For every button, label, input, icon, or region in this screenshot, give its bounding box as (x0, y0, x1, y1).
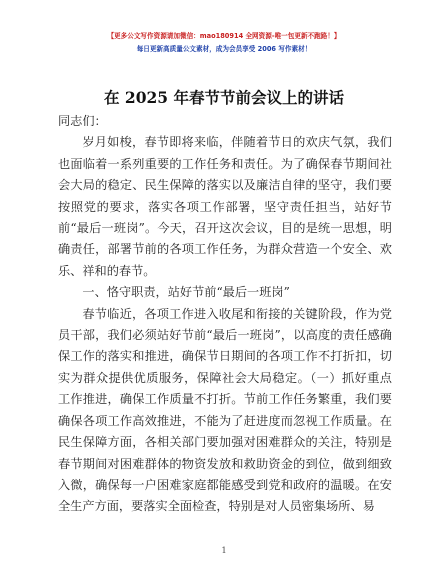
document-title: 在 2025 年春节节前会议上的讲话 (104, 88, 344, 107)
promo-banner-line-1: 【更多公文写作资源请加微信：mao180914 全网资源-唯一包更新不跑路！】 (107, 32, 341, 40)
salutation: 同志们： (58, 114, 107, 128)
document-body (58, 111, 392, 518)
paragraph: 春节临近，各项工作进入收尾和衔接的关键阶段，作为党员干部，我们必须站好节前“最后一班岗”，以高度的责任感确保工作的落实和推进，确保节日期间的各项工作不打折扣，切实为群众提供优质服务，保障社会大局稳定。（一）抓好重点工作推进，确保工作质量不打折。节前工作任务繁重，我们要确保各项工作高效推进，不能为了赶进度而忽视工作质量。在民生保障方面，各相关部门要加强对困难群众的关注，特别是春节期间对困难群体的物资发放和救助资金的到位，做到细致入微，确保每一户困难家庭都能感受到党和政府的温暖。在安全生产方面，要落实全面检查，特别是对人员密集场所、易 (58, 306, 392, 514)
section-heading: 一、恪守职责，站好节前“最后一班岗” (82, 285, 290, 300)
paragraph: 岁月如梭，春节即将来临，伴随着节日的欢庆气氛，我们也面临着一系列重要的工作任务和责任。为了确保春节期间社会大局的稳定、民生保障的落实以及廉洁自律的坚守，我们要按照党的要求，落实各项工作部署，坚守责任担当，站好节前“最后一班岗”。今天，召开这次会议，目的是统一思想，明确责任，部署节前的各项工作任务，为群众营造一个安全、欢乐、祥和的春节。 (58, 135, 392, 278)
promo-banner-line-2: 每日更新高质量公文素材，成为会员享受 2006 写作素材！ (136, 45, 312, 53)
page-number: 1 (221, 546, 227, 555)
